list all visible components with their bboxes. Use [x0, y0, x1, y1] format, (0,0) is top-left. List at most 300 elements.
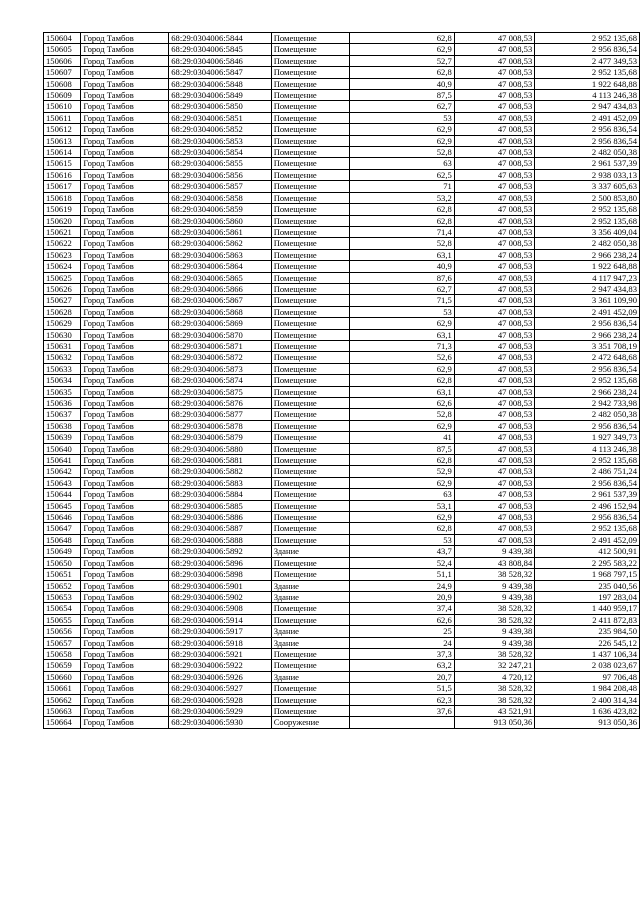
row-number-cell: 150626 — [44, 283, 81, 294]
specific-value-cell: 47 008,53 — [454, 238, 534, 249]
table-row — [44, 432, 640, 443]
row-number-cell: 150635 — [44, 386, 81, 397]
area-cell: 62,9 — [350, 420, 455, 431]
area-cell: 63 — [350, 158, 455, 169]
municipality-cell: Город Тамбов — [81, 398, 169, 409]
municipality-cell: Город Тамбов — [81, 603, 169, 614]
cadastral-number-cell: 68:29:0304006:5892 — [169, 546, 271, 557]
specific-value-cell: 47 008,53 — [454, 329, 534, 340]
table-row — [44, 375, 640, 386]
table-row — [44, 261, 640, 272]
object-type-cell: Помещение — [271, 443, 349, 454]
cadastral-number-cell: 68:29:0304006:5929 — [169, 705, 271, 716]
area-cell: 62,9 — [350, 44, 455, 55]
municipality-cell: Город Тамбов — [81, 226, 169, 237]
table-row — [44, 204, 640, 215]
cadastral-value-cell: 2 952 135,68 — [535, 67, 640, 78]
specific-value-cell: 47 008,53 — [454, 249, 534, 260]
municipality-cell: Город Тамбов — [81, 534, 169, 545]
cadastral-value-cell: 1 922 648,88 — [535, 78, 640, 89]
object-type-cell: Помещение — [271, 455, 349, 466]
cadastral-value-cell: 2 961 537,39 — [535, 489, 640, 500]
specific-value-cell: 38 528,32 — [454, 614, 534, 625]
municipality-cell: Город Тамбов — [81, 523, 169, 534]
cadastral-number-cell: 68:29:0304006:5896 — [169, 557, 271, 568]
table-row — [44, 329, 640, 340]
municipality-cell: Город Тамбов — [81, 386, 169, 397]
specific-value-cell: 47 008,53 — [454, 306, 534, 317]
cadastral-number-cell: 68:29:0304006:5849 — [169, 90, 271, 101]
municipality-cell: Город Тамбов — [81, 249, 169, 260]
cadastral-number-cell: 68:29:0304006:5918 — [169, 637, 271, 648]
row-number-cell: 150638 — [44, 420, 81, 431]
cadastral-number-cell: 68:29:0304006:5926 — [169, 671, 271, 682]
specific-value-cell: 32 247,21 — [454, 660, 534, 671]
municipality-cell: Город Тамбов — [81, 33, 169, 44]
table-row — [44, 238, 640, 249]
row-number-cell: 150634 — [44, 375, 81, 386]
municipality-cell: Город Тамбов — [81, 261, 169, 272]
specific-value-cell: 9 439,38 — [454, 546, 534, 557]
municipality-cell: Город Тамбов — [81, 409, 169, 420]
cadastral-value-cell: 1 922 648,88 — [535, 261, 640, 272]
row-number-cell: 150612 — [44, 124, 81, 135]
cadastral-value-cell: 2 477 349,53 — [535, 55, 640, 66]
table-row — [44, 569, 640, 580]
area-cell: 71,3 — [350, 340, 455, 351]
cadastral-number-cell: 68:29:0304006:5927 — [169, 683, 271, 694]
municipality-cell: Город Тамбов — [81, 557, 169, 568]
area-cell: 62,9 — [350, 318, 455, 329]
municipality-cell: Город Тамбов — [81, 512, 169, 523]
cadastral-number-cell: 68:29:0304006:5855 — [169, 158, 271, 169]
specific-value-cell: 47 008,53 — [454, 101, 534, 112]
municipality-cell: Город Тамбов — [81, 375, 169, 386]
table-row — [44, 90, 640, 101]
cadastral-number-cell: 68:29:0304006:5864 — [169, 261, 271, 272]
row-number-cell: 150625 — [44, 272, 81, 283]
area-cell: 37,6 — [350, 705, 455, 716]
specific-value-cell: 47 008,53 — [454, 204, 534, 215]
area-cell: 71 — [350, 181, 455, 192]
cadastral-value-cell: 2 966 238,24 — [535, 329, 640, 340]
object-type-cell: Здание — [271, 591, 349, 602]
cadastral-value-cell: 2 491 452,09 — [535, 534, 640, 545]
object-type-cell: Здание — [271, 580, 349, 591]
cadastral-value-cell: 2 496 152,94 — [535, 500, 640, 511]
row-number-cell: 150645 — [44, 500, 81, 511]
area-cell: 53 — [350, 534, 455, 545]
specific-value-cell: 47 008,53 — [454, 261, 534, 272]
object-type-cell: Помещение — [271, 283, 349, 294]
row-number-cell: 150660 — [44, 671, 81, 682]
table-row — [44, 626, 640, 637]
row-number-cell: 150620 — [44, 215, 81, 226]
row-number-cell: 150607 — [44, 67, 81, 78]
area-cell: 52,6 — [350, 352, 455, 363]
cadastral-value-cell: 2 411 872,83 — [535, 614, 640, 625]
cadastral-number-cell: 68:29:0304006:5928 — [169, 694, 271, 705]
row-number-cell: 150633 — [44, 363, 81, 374]
cadastral-number-cell: 68:29:0304006:5860 — [169, 215, 271, 226]
object-type-cell: Помещение — [271, 466, 349, 477]
row-number-cell: 150604 — [44, 33, 81, 44]
municipality-cell: Город Тамбов — [81, 295, 169, 306]
object-type-cell: Помещение — [271, 44, 349, 55]
specific-value-cell: 913 050,36 — [454, 717, 534, 728]
municipality-cell: Город Тамбов — [81, 671, 169, 682]
cadastral-number-cell: 68:29:0304006:5887 — [169, 523, 271, 534]
specific-value-cell: 47 008,53 — [454, 443, 534, 454]
cadastral-value-cell: 2 966 238,24 — [535, 249, 640, 260]
cadastral-value-cell: 2 491 452,09 — [535, 112, 640, 123]
object-type-cell: Помещение — [271, 409, 349, 420]
municipality-cell: Город Тамбов — [81, 614, 169, 625]
table-row — [44, 671, 640, 682]
table-row — [44, 340, 640, 351]
specific-value-cell: 47 008,53 — [454, 375, 534, 386]
table-row — [44, 603, 640, 614]
specific-value-cell: 47 008,53 — [454, 340, 534, 351]
row-number-cell: 150622 — [44, 238, 81, 249]
cadastral-number-cell: 68:29:0304006:5846 — [169, 55, 271, 66]
table-row — [44, 683, 640, 694]
cadastral-number-cell: 68:29:0304006:5871 — [169, 340, 271, 351]
object-type-cell: Помещение — [271, 340, 349, 351]
specific-value-cell: 47 008,53 — [454, 283, 534, 294]
cadastral-number-cell: 68:29:0304006:5847 — [169, 67, 271, 78]
object-type-cell: Помещение — [271, 500, 349, 511]
area-cell: 71,5 — [350, 295, 455, 306]
municipality-cell: Город Тамбов — [81, 238, 169, 249]
cadastral-number-cell: 68:29:0304006:5888 — [169, 534, 271, 545]
area-cell: 41 — [350, 432, 455, 443]
cadastral-value-cell: 2 966 238,24 — [535, 386, 640, 397]
row-number-cell: 150629 — [44, 318, 81, 329]
cadastral-value-cell: 2 961 537,39 — [535, 158, 640, 169]
area-cell: 63,2 — [350, 660, 455, 671]
area-cell: 52,8 — [350, 147, 455, 158]
specific-value-cell: 43 808,84 — [454, 557, 534, 568]
object-type-cell: Помещение — [271, 90, 349, 101]
cadastral-number-cell: 68:29:0304006:5872 — [169, 352, 271, 363]
area-cell: 62,8 — [350, 215, 455, 226]
area-cell: 62,7 — [350, 283, 455, 294]
row-number-cell: 150655 — [44, 614, 81, 625]
row-number-cell: 150652 — [44, 580, 81, 591]
row-number-cell: 150632 — [44, 352, 81, 363]
table-row — [44, 283, 640, 294]
cadastral-number-cell: 68:29:0304006:5877 — [169, 409, 271, 420]
municipality-cell: Город Тамбов — [81, 705, 169, 716]
municipality-cell: Город Тамбов — [81, 489, 169, 500]
specific-value-cell: 47 008,53 — [454, 226, 534, 237]
specific-value-cell: 47 008,53 — [454, 432, 534, 443]
table-row — [44, 409, 640, 420]
cadastral-number-cell: 68:29:0304006:5880 — [169, 443, 271, 454]
cadastral-value-cell: 2 482 050,38 — [535, 147, 640, 158]
cadastral-number-cell: 68:29:0304006:5852 — [169, 124, 271, 135]
object-type-cell: Помещение — [271, 420, 349, 431]
object-type-cell: Помещение — [271, 352, 349, 363]
object-type-cell: Здание — [271, 637, 349, 648]
row-number-cell: 150605 — [44, 44, 81, 55]
cadastral-value-cell: 913 050,36 — [535, 717, 640, 728]
specific-value-cell: 47 008,53 — [454, 363, 534, 374]
cadastral-value-cell: 2 952 135,68 — [535, 455, 640, 466]
cadastral-value-cell: 2 500 853,80 — [535, 192, 640, 203]
row-number-cell: 150649 — [44, 546, 81, 557]
specific-value-cell: 38 528,32 — [454, 694, 534, 705]
cadastral-number-cell: 68:29:0304006:5865 — [169, 272, 271, 283]
cadastral-number-cell: 68:29:0304006:5884 — [169, 489, 271, 500]
table-row — [44, 44, 640, 55]
object-type-cell: Помещение — [271, 705, 349, 716]
object-type-cell: Помещение — [271, 238, 349, 249]
table-row — [44, 78, 640, 89]
object-type-cell: Помещение — [271, 648, 349, 659]
cadastral-value-cell: 2 947 434,83 — [535, 101, 640, 112]
object-type-cell: Помещение — [271, 557, 349, 568]
cadastral-number-cell: 68:29:0304006:5886 — [169, 512, 271, 523]
area-cell: 53 — [350, 306, 455, 317]
area-cell: 63,1 — [350, 386, 455, 397]
specific-value-cell: 47 008,53 — [454, 352, 534, 363]
row-number-cell: 150642 — [44, 466, 81, 477]
table-row — [44, 67, 640, 78]
cadastral-value-cell: 2 482 050,38 — [535, 238, 640, 249]
municipality-cell: Город Тамбов — [81, 648, 169, 659]
municipality-cell: Город Тамбов — [81, 112, 169, 123]
cadastral-value-cell: 2 952 135,68 — [535, 523, 640, 534]
municipality-cell: Город Тамбов — [81, 694, 169, 705]
object-type-cell: Помещение — [271, 78, 349, 89]
cadastral-value-cell: 2 038 023,67 — [535, 660, 640, 671]
cadastral-value-cell: 2 486 751,24 — [535, 466, 640, 477]
municipality-cell: Город Тамбов — [81, 306, 169, 317]
object-type-cell: Сооружение — [271, 717, 349, 728]
specific-value-cell: 47 008,53 — [454, 44, 534, 55]
cadastral-number-cell: 68:29:0304006:5851 — [169, 112, 271, 123]
specific-value-cell: 47 008,53 — [454, 124, 534, 135]
specific-value-cell: 47 008,53 — [454, 192, 534, 203]
area-cell: 87,5 — [350, 90, 455, 101]
area-cell: 63,1 — [350, 329, 455, 340]
row-number-cell: 150610 — [44, 101, 81, 112]
cadastral-value-cell: 2 400 314,34 — [535, 694, 640, 705]
area-cell: 52,7 — [350, 55, 455, 66]
table-row — [44, 546, 640, 557]
municipality-cell: Город Тамбов — [81, 477, 169, 488]
specific-value-cell: 47 008,53 — [454, 158, 534, 169]
object-type-cell: Помещение — [271, 398, 349, 409]
object-type-cell: Помещение — [271, 569, 349, 580]
cadastral-value-cell: 2 472 648,68 — [535, 352, 640, 363]
row-number-cell: 150651 — [44, 569, 81, 580]
specific-value-cell: 47 008,53 — [454, 420, 534, 431]
cadastral-number-cell: 68:29:0304006:5908 — [169, 603, 271, 614]
municipality-cell: Город Тамбов — [81, 158, 169, 169]
cadastral-value-cell: 3 361 109,90 — [535, 295, 640, 306]
cadastral-value-cell: 3 356 409,04 — [535, 226, 640, 237]
specific-value-cell: 47 008,53 — [454, 523, 534, 534]
table-row — [44, 192, 640, 203]
area-cell: 62,3 — [350, 694, 455, 705]
table-row — [44, 534, 640, 545]
cadastral-value-cell: 2 947 434,83 — [535, 283, 640, 294]
row-number-cell: 150614 — [44, 147, 81, 158]
table-row — [44, 101, 640, 112]
object-type-cell: Помещение — [271, 318, 349, 329]
municipality-cell: Город Тамбов — [81, 329, 169, 340]
cadastral-number-cell: 68:29:0304006:5857 — [169, 181, 271, 192]
cadastral-value-cell: 97 706,48 — [535, 671, 640, 682]
cadastral-value-cell: 2 952 135,68 — [535, 204, 640, 215]
row-number-cell: 150636 — [44, 398, 81, 409]
object-type-cell: Помещение — [271, 614, 349, 625]
table-row — [44, 580, 640, 591]
municipality-cell: Город Тамбов — [81, 500, 169, 511]
object-type-cell: Помещение — [271, 477, 349, 488]
area-cell: 62,8 — [350, 204, 455, 215]
row-number-cell: 150619 — [44, 204, 81, 215]
area-cell: 20,9 — [350, 591, 455, 602]
area-cell: 87,5 — [350, 443, 455, 454]
table-row — [44, 158, 640, 169]
area-cell: 62,9 — [350, 124, 455, 135]
row-number-cell: 150657 — [44, 637, 81, 648]
cadastral-value-cell: 2 952 135,68 — [535, 33, 640, 44]
municipality-cell: Город Тамбов — [81, 101, 169, 112]
cadastral-value-cell: 2 952 135,68 — [535, 215, 640, 226]
municipality-cell: Город Тамбов — [81, 340, 169, 351]
cadastral-value-cell: 4 113 246,38 — [535, 90, 640, 101]
area-cell: 63 — [350, 489, 455, 500]
object-type-cell: Здание — [271, 671, 349, 682]
table-row — [44, 169, 640, 180]
cadastral-value-cell: 4 113 246,38 — [535, 443, 640, 454]
specific-value-cell: 47 008,53 — [454, 67, 534, 78]
object-type-cell: Помещение — [271, 512, 349, 523]
row-number-cell: 150630 — [44, 329, 81, 340]
object-type-cell: Помещение — [271, 226, 349, 237]
cadastral-value-cell: 2 482 050,38 — [535, 409, 640, 420]
area-cell: 25 — [350, 626, 455, 637]
object-type-cell: Помещение — [271, 215, 349, 226]
municipality-cell: Город Тамбов — [81, 591, 169, 602]
row-number-cell: 150623 — [44, 249, 81, 260]
object-type-cell: Помещение — [271, 158, 349, 169]
cadastral-value-cell: 2 956 836,54 — [535, 512, 640, 523]
municipality-cell: Город Тамбов — [81, 318, 169, 329]
object-type-cell: Помещение — [271, 683, 349, 694]
area-cell: 62,5 — [350, 169, 455, 180]
municipality-cell: Город Тамбов — [81, 432, 169, 443]
object-type-cell: Помещение — [271, 534, 349, 545]
municipality-cell: Город Тамбов — [81, 660, 169, 671]
row-number-cell: 150631 — [44, 340, 81, 351]
area-cell: 37,3 — [350, 648, 455, 659]
municipality-cell: Город Тамбов — [81, 55, 169, 66]
table-row — [44, 215, 640, 226]
specific-value-cell: 47 008,53 — [454, 33, 534, 44]
row-number-cell: 150659 — [44, 660, 81, 671]
cadastral-value-cell: 226 545,12 — [535, 637, 640, 648]
row-number-cell: 150611 — [44, 112, 81, 123]
row-number-cell: 150664 — [44, 717, 81, 728]
cadastral-value-cell: 1 984 208,48 — [535, 683, 640, 694]
cadastral-number-cell: 68:29:0304006:5876 — [169, 398, 271, 409]
municipality-cell: Город Тамбов — [81, 204, 169, 215]
object-type-cell: Помещение — [271, 181, 349, 192]
specific-value-cell: 38 528,32 — [454, 683, 534, 694]
specific-value-cell: 47 008,53 — [454, 147, 534, 158]
specific-value-cell: 47 008,53 — [454, 398, 534, 409]
row-number-cell: 150618 — [44, 192, 81, 203]
cadastral-number-cell: 68:29:0304006:5861 — [169, 226, 271, 237]
area-cell: 52,8 — [350, 409, 455, 420]
object-type-cell: Помещение — [271, 432, 349, 443]
cadastral-number-cell: 68:29:0304006:5879 — [169, 432, 271, 443]
area-cell: 20,7 — [350, 671, 455, 682]
area-cell: 62,7 — [350, 101, 455, 112]
table-row — [44, 135, 640, 146]
row-number-cell: 150639 — [44, 432, 81, 443]
cadastral-number-cell: 68:29:0304006:5878 — [169, 420, 271, 431]
table-row — [44, 55, 640, 66]
municipality-cell: Город Тамбов — [81, 44, 169, 55]
specific-value-cell: 47 008,53 — [454, 455, 534, 466]
area-cell: 24,9 — [350, 580, 455, 591]
object-type-cell: Помещение — [271, 386, 349, 397]
cadastral-number-cell: 68:29:0304006:5898 — [169, 569, 271, 580]
cadastral-value-cell: 2 956 836,54 — [535, 363, 640, 374]
cadastral-value-cell: 3 351 708,19 — [535, 340, 640, 351]
specific-value-cell: 47 008,53 — [454, 534, 534, 545]
area-cell: 63,1 — [350, 249, 455, 260]
row-number-cell: 150661 — [44, 683, 81, 694]
area-cell: 40,9 — [350, 261, 455, 272]
cadastral-number-cell: 68:29:0304006:5874 — [169, 375, 271, 386]
table-row — [44, 306, 640, 317]
row-number-cell: 150628 — [44, 306, 81, 317]
area-cell: 40,9 — [350, 78, 455, 89]
specific-value-cell: 43 521,91 — [454, 705, 534, 716]
cadastral-number-cell: 68:29:0304006:5901 — [169, 580, 271, 591]
cadastral-value-cell: 4 117 947,23 — [535, 272, 640, 283]
municipality-cell: Город Тамбов — [81, 443, 169, 454]
municipality-cell: Город Тамбов — [81, 124, 169, 135]
table-row — [44, 557, 640, 568]
cadastral-value-cell: 412 500,91 — [535, 546, 640, 557]
table-row — [44, 398, 640, 409]
table-row — [44, 717, 640, 728]
specific-value-cell: 47 008,53 — [454, 489, 534, 500]
specific-value-cell: 47 008,53 — [454, 318, 534, 329]
cadastral-value-table — [43, 32, 640, 729]
specific-value-cell: 47 008,53 — [454, 295, 534, 306]
object-type-cell: Помещение — [271, 147, 349, 158]
municipality-cell: Город Тамбов — [81, 717, 169, 728]
specific-value-cell: 47 008,53 — [454, 55, 534, 66]
area-cell: 62,8 — [350, 455, 455, 466]
row-number-cell: 150662 — [44, 694, 81, 705]
area-cell — [350, 717, 455, 728]
specific-value-cell: 9 439,38 — [454, 637, 534, 648]
municipality-cell: Город Тамбов — [81, 78, 169, 89]
municipality-cell: Город Тамбов — [81, 420, 169, 431]
table-row — [44, 489, 640, 500]
